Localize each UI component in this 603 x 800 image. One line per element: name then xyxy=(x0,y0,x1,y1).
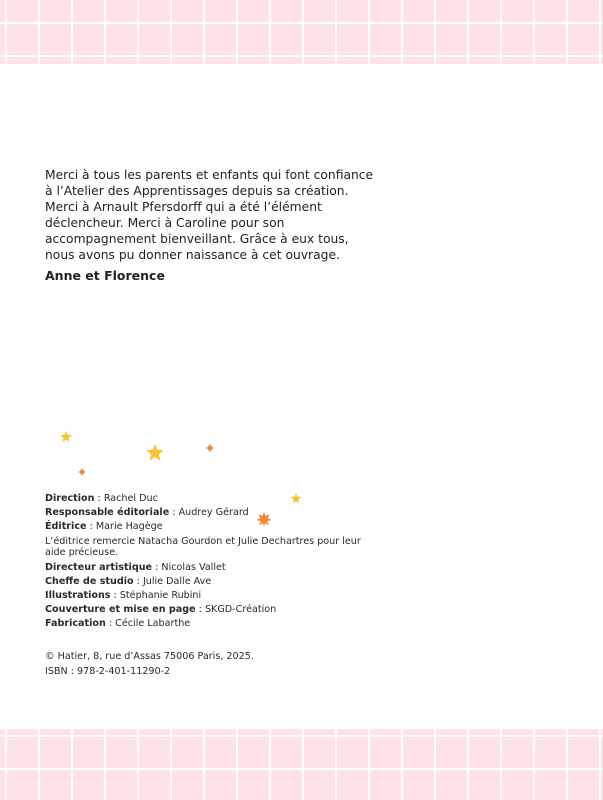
credits-block xyxy=(45,492,365,632)
sparkle-icon xyxy=(206,444,215,453)
credit-cheffe-studio: Cheffe de studio : Julie Dalle Ave xyxy=(45,575,212,587)
credit-label: Direction xyxy=(45,493,95,504)
credit-label: Responsable éditoriale xyxy=(45,507,170,519)
credit-label: Directeur artistique xyxy=(45,561,153,573)
credit-value: Stéphanie Rubini xyxy=(119,590,202,602)
acknowledgement-text xyxy=(45,167,375,264)
star-icon xyxy=(60,431,71,442)
credit-illustrations: Illustrations : Stéphanie Rubini xyxy=(45,590,202,602)
top-pink-grid-band xyxy=(0,0,603,64)
sparkle-icon xyxy=(78,468,86,476)
credit-value: Julie Dalle Ave xyxy=(142,575,212,587)
credit-fabrication: Fabrication : Cécile Labarthe xyxy=(45,618,191,630)
credit-label: Éditrice xyxy=(45,521,87,533)
bottom-pink-grid-band xyxy=(0,729,603,800)
legal-block xyxy=(45,649,254,679)
credit-label: Fabrication xyxy=(45,618,106,630)
credit-directeur-artistique: Directeur artistique : Nicolas Vallet xyxy=(45,561,226,573)
credit-direction: Direction : Rachel Duc xyxy=(45,493,158,504)
credit-value: Audrey Gérard xyxy=(178,507,249,519)
credit-value: SKGD-Création xyxy=(204,604,277,616)
credit-couverture: Couverture et mise en page : SKGD-Création xyxy=(45,604,277,616)
credit-responsable: Responsable éditoriale : Audrey Gérard xyxy=(45,507,249,519)
credit-value: Rachel Duc xyxy=(103,493,158,504)
credit-value: Nicolas Vallet xyxy=(161,561,226,573)
credit-label: Couverture et mise en page xyxy=(45,604,196,616)
editor-thanks-note: L’éditrice remercie Natacha Gourdon et Julie Dechartres pour leur aide précieuse. xyxy=(45,535,361,558)
credit-value: Marie Hagège xyxy=(95,521,163,533)
credit-label: Cheffe de studio xyxy=(45,575,134,587)
authors-signature: Anne et Florence xyxy=(45,268,165,283)
copyright-line: © Hatier, 8, rue d’Assas 75006 Paris, 2025. xyxy=(45,651,254,662)
acknowledgement-paragraph: Merci à tous les parents et enfants qui font confiance à l’Atelier des Apprentissages depuis sa création. Merci à Arnault Pfersdorff qui a été l’élément déclencheur. Merci à Caroline pour son accompagnement bienveillant. Grâce à eux tous, nous avons pu donner naissance à cet ouvrage. xyxy=(45,168,374,263)
star-icon xyxy=(146,444,163,461)
credit-editrice: Éditrice : Marie Hagège xyxy=(45,521,163,533)
credit-label: Illustrations xyxy=(45,590,111,602)
isbn-line: ISBN : 978-2-401-11290-2 xyxy=(45,666,171,677)
credit-value: Cécile Labarthe xyxy=(115,618,191,630)
